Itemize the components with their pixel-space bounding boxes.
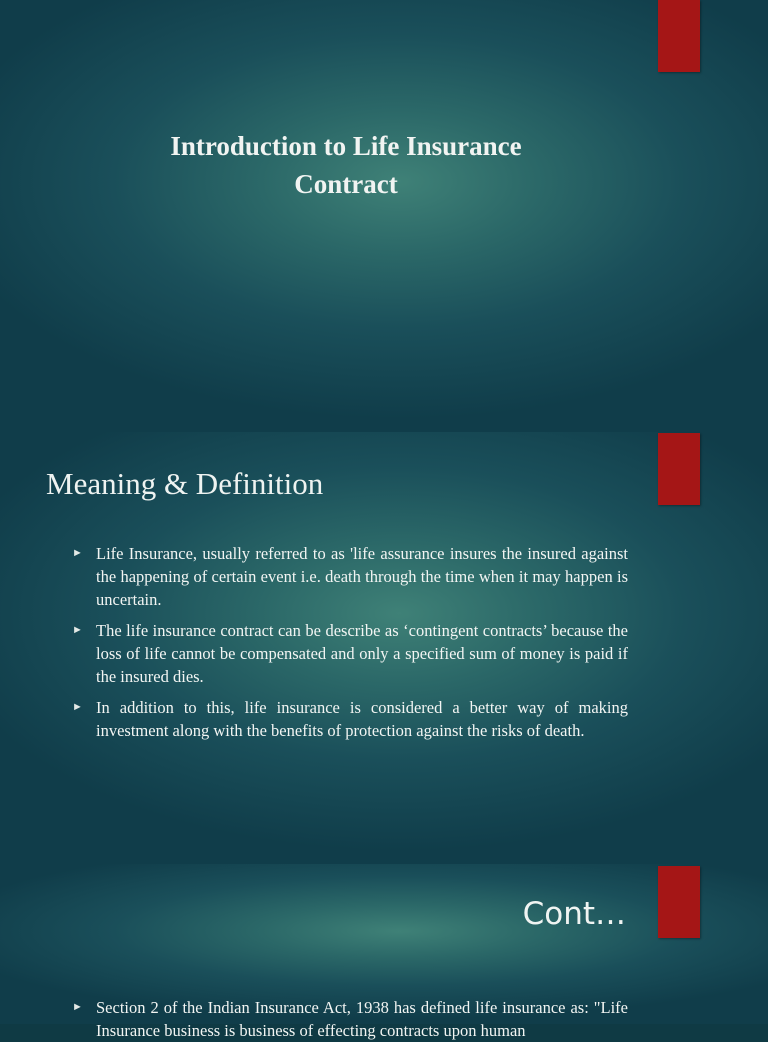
slide-heading: Meaning & Definition bbox=[46, 466, 324, 501]
bullet-list bbox=[72, 996, 628, 1042]
slide-accent-tab bbox=[658, 866, 700, 938]
bullet-item bbox=[72, 619, 628, 688]
bullet-text: Life Insurance, usually referred to as 'life assurance insures the insured against the happening of certain event i.e. death through the time when it may happen is uncertain. bbox=[96, 544, 628, 609]
slide-accent-tab bbox=[658, 0, 700, 72]
bullet-item bbox=[72, 696, 628, 742]
triangle-right-icon: ► bbox=[72, 701, 83, 713]
bullet-text: Section 2 of the Indian Insurance Act, 1938 has defined life insurance as: "Life Insurance business is business of effecting contracts upon human bbox=[96, 998, 628, 1040]
bullet-text: The life insurance contract can be describe as ‘contingent contracts’ because the loss of life cannot be compensated and only a specified sum of money is paid if the insured dies. bbox=[96, 621, 628, 686]
slide-accent-tab bbox=[658, 433, 700, 505]
triangle-right-icon: ► bbox=[72, 1001, 83, 1013]
triangle-right-icon: ► bbox=[72, 624, 83, 636]
title-line-2: Contract bbox=[294, 169, 398, 199]
bullet-item bbox=[72, 996, 628, 1042]
slide-heading: Cont… bbox=[522, 896, 626, 932]
bullet-list bbox=[72, 542, 628, 750]
title-line-1: Introduction to Life Insurance bbox=[170, 131, 522, 161]
slide-meaning-definition bbox=[0, 432, 768, 864]
triangle-right-icon: ► bbox=[72, 547, 83, 559]
bullet-text: In addition to this, life insurance is considered a better way of making investment along with the benefits of protection against the risks of death. bbox=[96, 698, 628, 740]
slide-title bbox=[0, 0, 768, 432]
slide-title-text bbox=[100, 127, 592, 203]
slide-cont bbox=[0, 864, 768, 1040]
bullet-item bbox=[72, 542, 628, 611]
